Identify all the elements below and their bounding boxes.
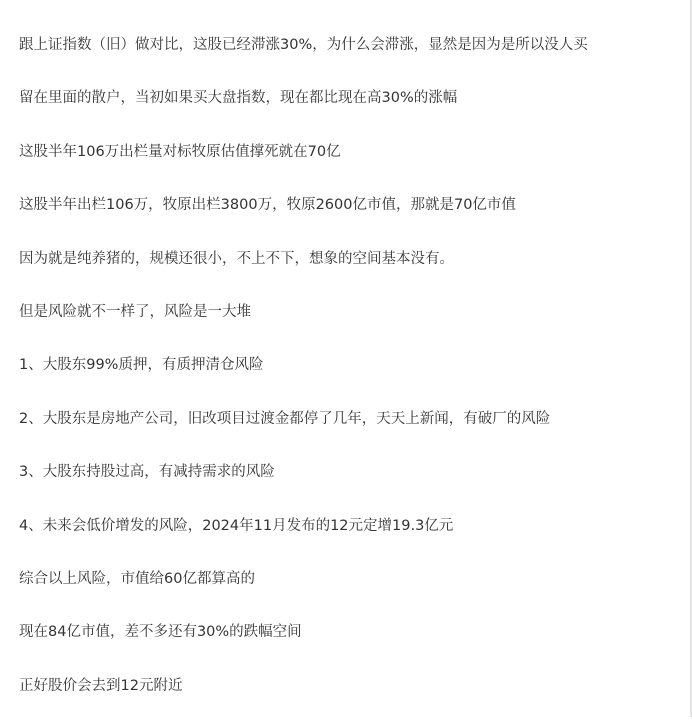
paragraph-3: 这股半年106万出栏量对标牧原估值撑死就在70亿	[19, 143, 341, 160]
article-body	[19, 30, 679, 724]
risk-item-1: 1、大股东99%质押，有质押清仓风险	[19, 357, 264, 374]
risk-item-2: 2、大股东是房地产公司，旧改项目过渡金都停了几年，天天上新闻，有破厂的风险	[19, 410, 551, 427]
risk-item-3: 3、大股东持股过高，有减持需求的风险	[19, 464, 275, 481]
paragraph-conclusion-3: 正好股价会去到12元附近	[19, 677, 183, 694]
paragraph-6: 但是风险就不一样了，风险是一大堆	[19, 303, 251, 320]
paragraph-conclusion-2: 现在84亿市值，差不多还有30%的跌幅空间	[19, 624, 302, 641]
paragraph-2: 留在里面的散户，当初如果买大盘指数，现在都比现在高30%的涨幅	[19, 90, 458, 107]
paragraph-1: 跟上证指数（旧）做对比，这股已经滞涨30%，为什么会滞涨，显然是因为是所以没人买	[19, 37, 588, 53]
paragraph-conclusion-1: 综合以上风险，市值给60亿都算高的	[19, 570, 255, 587]
paragraph-5: 因为就是纯养猪的，规模还很小，不上不下，想象的空间基本没有。	[19, 250, 454, 267]
paragraph-4: 这股半年出栏106万，牧原出栏3800万，牧原2600亿市值，那就是70亿市值	[19, 197, 516, 214]
risk-item-4: 4、未来会低价增发的风险，2024年11月发布的12元定增19.3亿元	[19, 517, 454, 534]
